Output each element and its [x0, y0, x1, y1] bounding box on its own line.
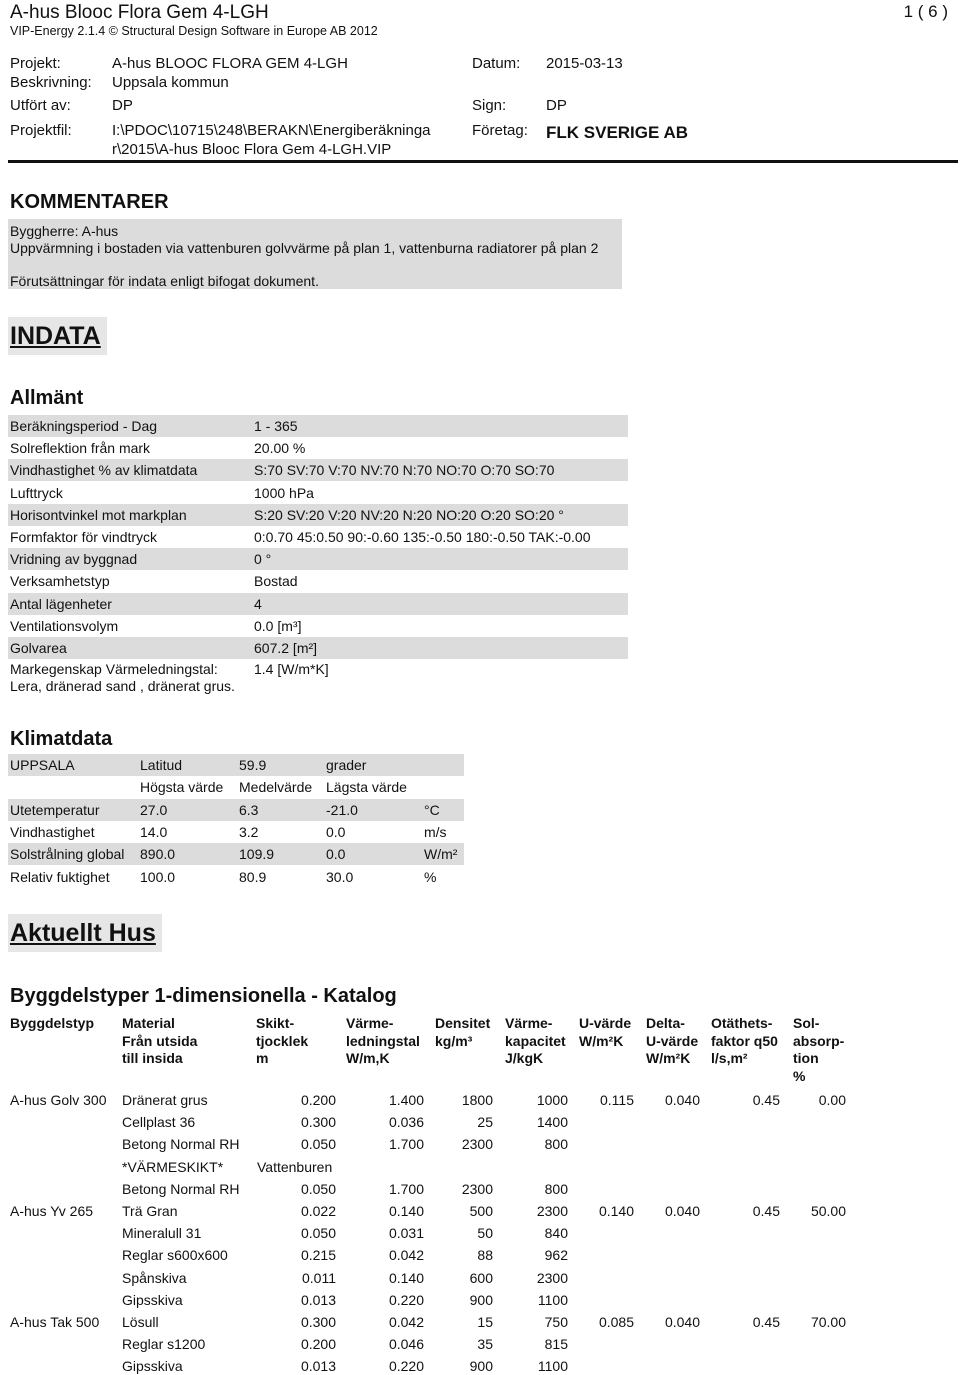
col-byggdelstyp-line: Byggdelstyp [10, 1015, 95, 1031]
material-cell: Cellplast 36 [122, 1114, 196, 1131]
capacity-cell: 750 [544, 1314, 568, 1330]
klimat-unit: m/s [424, 824, 447, 841]
byggdel-row [0, 1178, 960, 1200]
conductivity-cell: 0.140 [388, 1269, 424, 1286]
delta-u-cell: 0.040 [664, 1092, 700, 1108]
markegenskap-soil: Lera, dränerad sand , dränerat grus. [10, 678, 235, 694]
klimat-medel: 3.2 [239, 824, 259, 841]
col-delta-u-varde [646, 1015, 698, 1068]
klimat-lagsta: 30.0 [326, 868, 354, 885]
projekt-value: A-hus BLOOC FLORA GEM 4-LGH [112, 55, 348, 72]
col-otathetsfaktor-line: l/s,m² [711, 1050, 748, 1066]
byggdelstyp-cell: A-hus Yv 265 [10, 1203, 94, 1219]
col-skikttjocklek [256, 1015, 308, 1068]
byggdel-row [0, 1244, 960, 1266]
allmant-row [8, 526, 628, 548]
klimat-medel: 109.9 [239, 846, 275, 863]
col-skikttjocklek-line: Skikt- [256, 1015, 295, 1031]
allmant-label: Golvarea [10, 640, 67, 656]
klimat-row [8, 843, 464, 865]
byggdel-row [0, 1111, 960, 1133]
material-cell: Betong Normal RH [122, 1180, 240, 1197]
projekt-label: Projekt: [10, 55, 61, 72]
conductivity-cell: 0.046 [388, 1336, 424, 1353]
col-delta-u-varde-line: Delta- [646, 1015, 685, 1031]
allmant-label: Horisontvinkel mot markplan [10, 506, 187, 523]
allmant-value: S:70 SV:70 V:70 NV:70 N:70 NO:70 O:70 SO:70 [254, 462, 555, 479]
col-varmeledningstal-line: Värme- [346, 1015, 394, 1031]
allmant-label: Vridning av byggnad [10, 551, 138, 568]
allmant-value: 1 - 365 [254, 418, 298, 434]
col-material [122, 1015, 197, 1068]
col-densitet-line: kg/m³ [435, 1032, 473, 1049]
byggdel-row [0, 1133, 960, 1155]
col-varmeledningstal [346, 1015, 420, 1068]
markegenskap-value: 1.4 [W/m*K] [254, 661, 329, 677]
col-delta-u-varde-line: W/m²K [646, 1050, 691, 1066]
material-cell: Reglar s600x600 [122, 1247, 228, 1264]
allmant-row [8, 437, 628, 459]
allmant-row [8, 570, 628, 592]
density-cell: 900 [469, 1358, 493, 1375]
comment-line: Förutsättningar för indata enligt bifogat dokument. [10, 273, 319, 289]
thickness-cell: 0.013 [300, 1291, 336, 1308]
thickness-cell: 0.300 [300, 1114, 336, 1131]
col-u-varde-line: U-värde [579, 1015, 632, 1031]
density-cell: 25 [477, 1114, 493, 1131]
conductivity-cell: 0.220 [388, 1291, 424, 1308]
latitud-label: Latitud [140, 757, 183, 773]
allmant-row [8, 615, 628, 637]
col-byggdelstyp [10, 1015, 94, 1033]
klimat-label: Vindhastighet [10, 824, 95, 841]
col-lagsta: Lägsta värde [326, 779, 407, 795]
utfort-label: Utfört av: [10, 97, 71, 114]
conductivity-cell: 1.700 [388, 1180, 424, 1197]
material-cell: Dränerat grus [122, 1092, 208, 1108]
byggdel-row [0, 1089, 960, 1111]
klimat-medel: 6.3 [239, 802, 259, 818]
byggdel-row [0, 1200, 960, 1222]
beskrivning-value: Uppsala kommun [112, 74, 229, 91]
u-value-cell: 0.085 [598, 1314, 634, 1330]
klimat-row [8, 799, 464, 821]
allmant-label: Antal lägenheter [10, 595, 112, 612]
klimat-medel: 80.9 [239, 868, 267, 885]
byggdelstyp-cell: A-hus Tak 500 [10, 1314, 100, 1330]
allmant-value: 4 [254, 595, 262, 612]
klimat-station-row [8, 754, 464, 776]
density-cell: 2300 [461, 1180, 493, 1197]
allmant-label: Lufttryck [10, 484, 63, 501]
allmant-label: Beräkningsperiod - Dag [10, 418, 158, 434]
col-u-varde [579, 1015, 631, 1050]
col-varmekapacitet [505, 1015, 566, 1068]
foretag-label: Företag: [472, 122, 528, 139]
thickness-cell: 0.050 [300, 1136, 336, 1153]
header-divider [8, 160, 958, 163]
klimat-label: Solstrålning global [10, 846, 125, 863]
allmant-value: Bostad [254, 573, 298, 590]
byggdel-row [0, 1289, 960, 1311]
thickness-cell: 0.200 [300, 1336, 336, 1353]
col-solabsorption-line: % [793, 1067, 806, 1084]
allmant-row [8, 504, 628, 526]
allmant-row [8, 593, 628, 615]
thickness-cell: 0.050 [300, 1180, 336, 1197]
delta-u-cell: 0.040 [664, 1314, 700, 1330]
allmant-value: 20.00 % [254, 440, 306, 457]
allmant-row [8, 548, 628, 570]
klimat-hogsta: 890.0 [140, 846, 176, 863]
allmant-row [8, 482, 628, 504]
indata-heading: INDATA [8, 317, 107, 355]
aktuellt-hus-heading: Aktuellt Hus [8, 914, 162, 952]
byggdel-row [0, 1156, 960, 1178]
capacity-cell: 962 [544, 1247, 568, 1264]
allmant-value: 0 ° [254, 551, 272, 568]
col-varmeledningstal-line: ledningstal [346, 1032, 420, 1049]
density-cell: 600 [469, 1269, 493, 1286]
thickness-cell: 0.011 [302, 1269, 336, 1286]
conductivity-cell: 0.140 [388, 1203, 424, 1219]
klimat-label: Utetemperatur [10, 802, 100, 818]
capacity-cell: 840 [544, 1225, 568, 1242]
density-cell: 50 [477, 1225, 493, 1242]
sign-label: Sign: [472, 97, 507, 114]
material-cell: Spånskiva [122, 1269, 187, 1286]
capacity-cell: 2300 [536, 1269, 568, 1286]
conductivity-cell: 0.042 [388, 1247, 424, 1264]
col-otathetsfaktor-line: Otäthets- [711, 1015, 773, 1031]
allmant-label: Ventilationsvolym [10, 617, 119, 634]
material-cell: Gipsskiva [122, 1291, 183, 1308]
byggdelstyp-cell: A-hus Golv 300 [10, 1092, 107, 1108]
u-value-cell: 0.115 [600, 1092, 634, 1108]
density-cell: 15 [477, 1314, 493, 1330]
col-densitet [435, 1015, 490, 1050]
col-material-line: till insida [122, 1050, 183, 1066]
byggdel-row [0, 1355, 960, 1375]
capacity-cell: 800 [544, 1136, 568, 1153]
col-material-line: Material [122, 1015, 175, 1031]
capacity-cell: 1100 [537, 1358, 568, 1375]
conductivity-cell: 0.036 [388, 1114, 424, 1131]
material-cell: Betong Normal RH [122, 1136, 240, 1153]
capacity-cell: 1400 [536, 1114, 568, 1131]
col-densitet-line: Densitet [435, 1015, 491, 1031]
allmant-value: 607.2 [m²] [254, 640, 318, 656]
conductivity-cell: 1.700 [388, 1136, 424, 1153]
capacity-cell: 1100 [537, 1291, 568, 1308]
thickness-cell: 0.050 [300, 1225, 336, 1242]
klimat-label: Relativ fuktighet [10, 868, 110, 885]
allmant-label: Solreflektion från mark [10, 440, 151, 457]
capacity-cell: 2300 [536, 1203, 568, 1219]
utfort-value: DP [112, 97, 133, 114]
material-cell: Lösull [122, 1314, 159, 1330]
sign-value: DP [546, 97, 567, 114]
latitud-unit: grader [326, 757, 367, 773]
col-otathetsfaktor [711, 1015, 778, 1068]
col-material-line: Från utsida [122, 1032, 198, 1049]
allmant-heading: Allmänt [10, 387, 84, 409]
u-value-cell: 0.140 [598, 1203, 634, 1219]
allmant-value: S:20 SV:20 V:20 NV:20 N:20 NO:20 O:20 SO:20 ° [254, 506, 564, 523]
col-varmekapacitet-line: J/kgK [505, 1050, 544, 1066]
col-u-varde-line: W/m²K [579, 1032, 624, 1049]
col-solabsorption-line: absorp- [793, 1032, 845, 1049]
thickness-cell: 0.215 [300, 1247, 336, 1264]
klimat-lagsta: 0.0 [326, 824, 346, 841]
comment-line: Byggherre: A-hus [10, 223, 119, 239]
projektfil-path-line1: I:\PDOC\10715\248\BERAKN\Energiberäkninga [112, 122, 431, 139]
markegenskap-label: Markegenskap Värmeledningstal: [10, 661, 218, 677]
density-cell: 2300 [461, 1136, 493, 1153]
byggdel-row [0, 1311, 960, 1333]
klimat-unit: °C [424, 802, 440, 818]
klimat-hogsta: 27.0 [140, 802, 168, 818]
col-varmeledningstal-line: W/m,K [346, 1050, 390, 1066]
klimatdata-heading: Klimatdata [10, 728, 113, 750]
solar-absorption-cell: 0.00 [818, 1092, 846, 1108]
density-cell: 900 [469, 1291, 493, 1308]
capacity-cell: 815 [544, 1336, 568, 1353]
klimat-hogsta: 100.0 [140, 868, 176, 885]
allmant-value: 0.0 [m³] [254, 617, 302, 634]
col-solabsorption-line: tion [793, 1050, 819, 1066]
klimat-unit: W/m² [424, 846, 458, 863]
allmant-label: Formfaktor för vindtryck [10, 529, 158, 545]
delta-u-cell: 0.040 [664, 1203, 700, 1219]
material-cell: Trä Gran [122, 1203, 178, 1219]
material-cell: Reglar s1200 [122, 1336, 206, 1353]
material-cell: Gipsskiva [122, 1358, 183, 1375]
col-skikttjocklek-line: tjocklek [256, 1032, 309, 1049]
comments-heading: KOMMENTARER [10, 191, 169, 213]
thickness-cell: Vattenburen [257, 1158, 333, 1175]
klimat-row [8, 866, 464, 888]
software-credit: VIP-Energy 2.1.4 © Structural Design Software in Europe AB 2012 [10, 24, 378, 38]
leakage-factor-cell: 0.45 [752, 1092, 780, 1108]
datum-label: Datum: [472, 55, 521, 72]
page-number: 1 ( 6 ) [903, 2, 948, 21]
allmant-value: 0:0.70 45:0.50 90:-0.60 135:-0.50 180:-0.50 TAK:-0.00 [254, 529, 591, 545]
solar-absorption-cell: 50.00 [810, 1203, 846, 1219]
capacity-cell: 1000 [536, 1092, 568, 1108]
byggdel-row [0, 1222, 960, 1244]
col-varmekapacitet-line: kapacitet [505, 1032, 566, 1049]
density-cell: 88 [477, 1247, 493, 1264]
thickness-cell: 0.200 [300, 1092, 336, 1108]
conductivity-cell: 0.042 [388, 1314, 424, 1330]
byggdelstyper-heading: Byggdelstyper 1-dimensionella - Katalog [10, 985, 397, 1007]
col-varmekapacitet-line: Värme- [505, 1015, 553, 1031]
thickness-cell: 0.013 [300, 1358, 336, 1375]
comment-line: Uppvärmning i bostaden via vattenburen golvvärme på plan 1, vattenburna radiatorer på plan 2 [10, 240, 599, 256]
density-cell: 1800 [461, 1092, 493, 1108]
latitud-value: 59.9 [239, 757, 267, 773]
density-cell: 35 [477, 1336, 493, 1353]
col-solabsorption [793, 1015, 844, 1085]
allmant-value: 1000 hPa [254, 484, 314, 501]
klimat-lagsta: 0.0 [326, 846, 346, 863]
allmant-label: Vindhastighet % av klimatdata [10, 462, 198, 479]
allmant-row [8, 459, 628, 481]
allmant-row [8, 637, 628, 659]
material-cell: Mineralull 31 [122, 1225, 202, 1242]
klimat-row [8, 821, 464, 843]
allmant-row [8, 415, 628, 437]
datum-value: 2015-03-13 [546, 55, 623, 72]
thickness-cell: 0.022 [300, 1203, 336, 1219]
klimat-unit: % [424, 868, 437, 885]
station-name: UPPSALA [10, 757, 75, 773]
projektfil-path-line2: r\2015\A-hus Blooc Flora Gem 4-LGH.VIP [112, 141, 392, 158]
byggdel-row [0, 1333, 960, 1355]
beskrivning-label: Beskrivning: [10, 74, 92, 91]
company-name: FLK SVERIGE AB [546, 123, 688, 142]
col-skikttjocklek-line: m [256, 1050, 269, 1066]
col-otathetsfaktor-line: faktor q50 [711, 1032, 778, 1049]
capacity-cell: 800 [544, 1180, 568, 1197]
conductivity-cell: 0.031 [388, 1225, 424, 1242]
thickness-cell: 0.300 [300, 1314, 336, 1330]
density-cell: 500 [469, 1203, 493, 1219]
col-delta-u-varde-line: U-värde [646, 1032, 699, 1049]
allmant-label: Verksamhetstyp [10, 573, 110, 590]
conductivity-cell: 1.400 [388, 1092, 424, 1108]
material-cell: *VÄRMESKIKT* [122, 1158, 224, 1175]
col-medel: Medelvärde [239, 779, 313, 795]
klimat-hogsta: 14.0 [140, 824, 168, 841]
conductivity-cell: 0.220 [388, 1358, 424, 1375]
klimat-header-row [8, 776, 464, 798]
byggdel-row [0, 1267, 960, 1289]
col-hogsta: Högsta värde [140, 779, 224, 795]
leakage-factor-cell: 0.45 [752, 1203, 780, 1219]
klimat-lagsta: -21.0 [326, 802, 358, 818]
report-title: A-hus Blooc Flora Gem 4-LGH [10, 2, 269, 23]
leakage-factor-cell: 0.45 [752, 1314, 780, 1330]
projektfil-label: Projektfil: [10, 122, 72, 139]
solar-absorption-cell: 70.00 [810, 1314, 846, 1330]
col-solabsorption-line: Sol- [793, 1015, 820, 1031]
